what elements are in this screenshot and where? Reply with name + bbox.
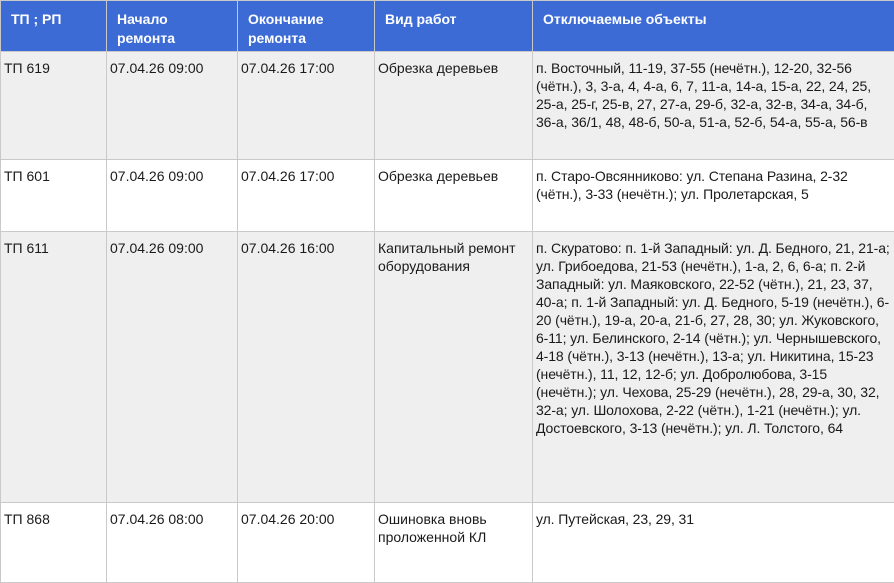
cell-objects: ул. Путейская, 23, 29, 31 — [533, 503, 894, 583]
cell-start: 07.04.26 09:00 — [107, 232, 238, 503]
cell-work-type: Обрезка деревьев — [375, 160, 533, 232]
cell-end: 07.04.26 20:00 — [238, 503, 375, 583]
cell-objects: п. Восточный, 11-19, 37-55 (нечётн.), 12-20, 32-56 (чётн.), 3, 3-а, 4, 4-а, 6, 7, 11-а, 14-а, 15-а, 22, 24, 25, 25-а, 25-г, 25-в, 27, 27-а, 29-б, 32-а, 32-в, 34-а, 34-б, 36-а, 36/1, 48, 48-б, 50-а, 51-а, 52-б, 54-а, 55-а, 56-в — [533, 52, 894, 160]
cell-start: 07.04.26 08:00 — [107, 503, 238, 583]
header-row — [1, 1, 894, 52]
cell-objects: п. Старо-Овсянниково: ул. Степана Разина, 2-32 (чётн.), 3-33 (нечётн.); ул. Пролетарская, 5 — [533, 160, 894, 232]
cell-work-type: Обрезка деревьев — [375, 52, 533, 160]
header-tp: ТП ; РП — [1, 1, 107, 52]
cell-end: 07.04.26 17:00 — [238, 52, 375, 160]
cell-end: 07.04.26 17:00 — [238, 160, 375, 232]
cell-tp: ТП 601 — [1, 160, 107, 232]
cell-start: 07.04.26 09:00 — [107, 160, 238, 232]
header-end: Окончание ремонта — [238, 1, 375, 52]
table-row — [1, 52, 894, 160]
table-row — [1, 160, 894, 232]
header-start: Начало ремонта — [107, 1, 238, 52]
cell-end: 07.04.26 16:00 — [238, 232, 375, 503]
table-row — [1, 232, 894, 503]
cell-work-type: Капитальный ремонт оборудования — [375, 232, 533, 503]
cell-start: 07.04.26 09:00 — [107, 52, 238, 160]
cell-tp: ТП 611 — [1, 232, 107, 503]
cell-work-type: Ошиновка вновь проложенной КЛ — [375, 503, 533, 583]
header-objects: Отключаемые объекты — [533, 1, 894, 52]
cell-objects: п. Скуратово: п. 1-й Западный: ул. Д. Бедного, 21, 21-а; ул. Грибоедова, 21-53 (нечётн.), 1-а, 2, 6, 6-а; п. 2-й Западный: ул. Маяковского, 22-52 (чётн.), 21, 23, 37, 40-а; п. 1-й Западный: ул. Д. Бедного, 5-19 (нечётн.), 6-20 (чётн.), 19-а, 20-а, 21-б, 27, 28, 30; ул. Жуковского, 6-11; ул. Белинского, 2-14 (чётн.); ул. Чернышевского, 4-18 (чётн.), 3-13 (нечётн.), 13-а; ул. Никитина, 15-23 (нечётн.), 11, 12, 12-б; ул. Добролюбова, 3-15 (нечётн.); ул. Чехова, 25-29 (нечётн.), 28, 29-а, 30, 32, 32-а; ул. Шолохова, 2-22 (чётн.), 1-21 (нечётн.); ул. Достоевского, 3-13 (нечётн.); ул. Л. Толстого, 64 — [533, 232, 894, 503]
cell-tp: ТП 619 — [1, 52, 107, 160]
cell-tp: ТП 868 — [1, 503, 107, 583]
header-work-type: Вид работ — [375, 1, 533, 52]
table-row — [1, 503, 894, 583]
